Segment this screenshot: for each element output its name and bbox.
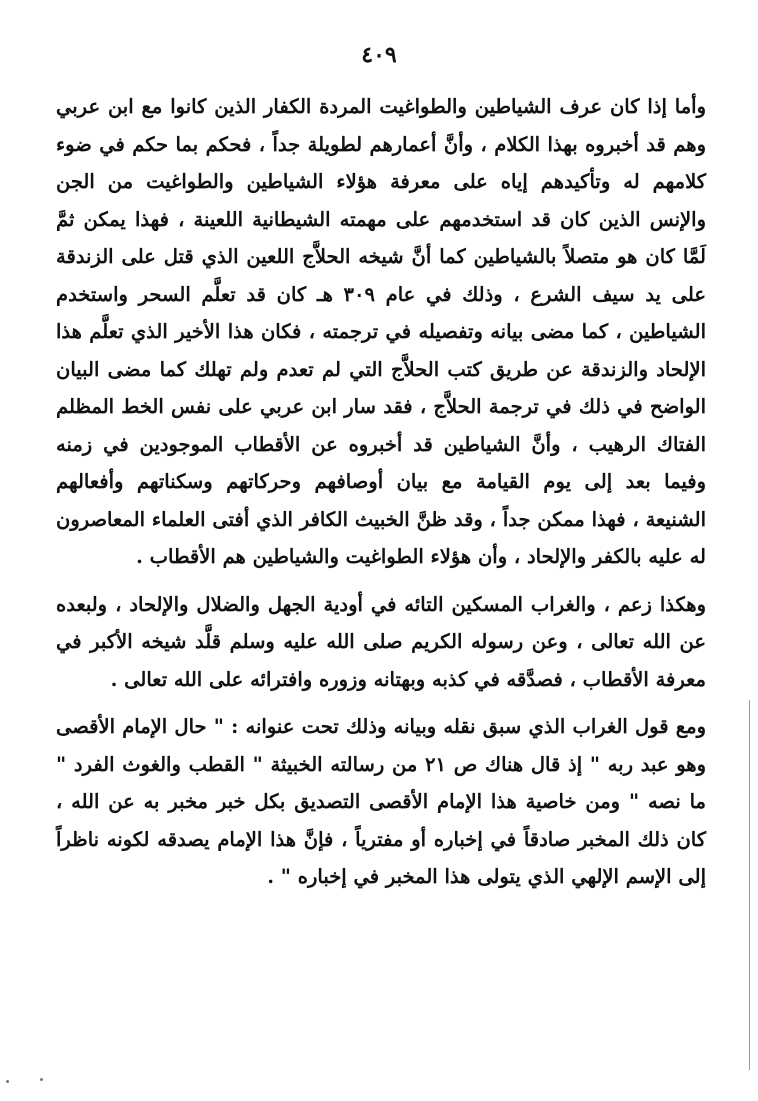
paragraph-3: ومع قول الغراب الذي سبق نقله وبيانه وذلك تحت عنوانه : " حال الإمام الأقصى وهو عبد ربه " إذ قال هناك ص ٢١ من رسالته الخبيثة " القطب والغوث الفرد " ما نصه " ومن خاصية هذا الإمام الأقصى التصديق بكل خبر مخبر به عن الله ، كان ذلك المخبر صادقاً في إخباره أو مفترياً ، فإنَّ هذا الإمام يصدقه لكونه ناظراً إلى الإسم الإلهي الذي يتولى هذا المخبر في إخباره " .: [56, 715, 706, 888]
paragraph-1: وأما إذا كان عرف الشياطين والطواغيت المردة الكفار الذين كانوا مع ابن عربي وهم قد أخبروه بهذا الكلام ، وأنَّ أعمارهم لطويلة جداً ، فحكم بما حكم في ضوء كلامهم له وتأكيدهم إياه على معرفة هؤلاء الشياطين والطواغيت من الجن والإنس الذين كان قد استخدمهم على مهمته الشيطانية اللعينة ، فهذا يمكن ثمَّ لَمَّا كان هو متصلاً بالشياطين كما أنَّ شيخه الحلاَّج اللعين الذي قتل على الزندقة على يد سيف الشرع ، وذلك في عام ٣٠٩ هـ كان قد تعلَّم السحر واستخدم الشياطين ، كما مضى بيانه وتفصيله في ترجمته ، فكان هذا الأخير الذي تعلَّم هذا الإلحاد والزندقة عن طريق كتب الحلاَّج التي لم تعدم ولم تهلك كما مضى البيان الواضح في ذلك في ترجمة الحلاَّج ، فقد سار ابن عربي على نفس الخط المظلم الفتاك الرهيب ، وأنَّ الشياطين قد أخبروه عن الأقطاب الموجودين في زمنه وفيما بعد إلى يوم القيامة مع بيان أوصافهم وحركاتهم وسكناتهم وأفعالهم الشنيعة ، فهذا ممكن جداً ، وقد ظنَّ الخبيث الكافر الذي أفتى العلماء المعاصرون له عليه بالكفر والإلحاد ، وأن هؤلاء الطواغيت والشياطين هم الأقطاب .: [56, 95, 707, 568]
paragraph-2: وهكذا زعم ، والغراب المسكين التائه في أودية الجهل والضلال والإلحاد ، ولبعده عن الله تعالى ، وعن رسوله الكريم صلى الله عليه وسلم قلَّد شيخه الأكبر في معرفة الأقطاب ، فصدَّقه في كذبه وبهتانه وزوره وافترائه على الله تعالى .: [56, 592, 706, 691]
scan-edge-line: [749, 700, 750, 1070]
page-number: ٤٠٩: [361, 42, 397, 68]
body-text: [56, 88, 706, 896]
scan-speck: [6, 1080, 9, 1083]
scan-speck: [40, 1078, 43, 1081]
